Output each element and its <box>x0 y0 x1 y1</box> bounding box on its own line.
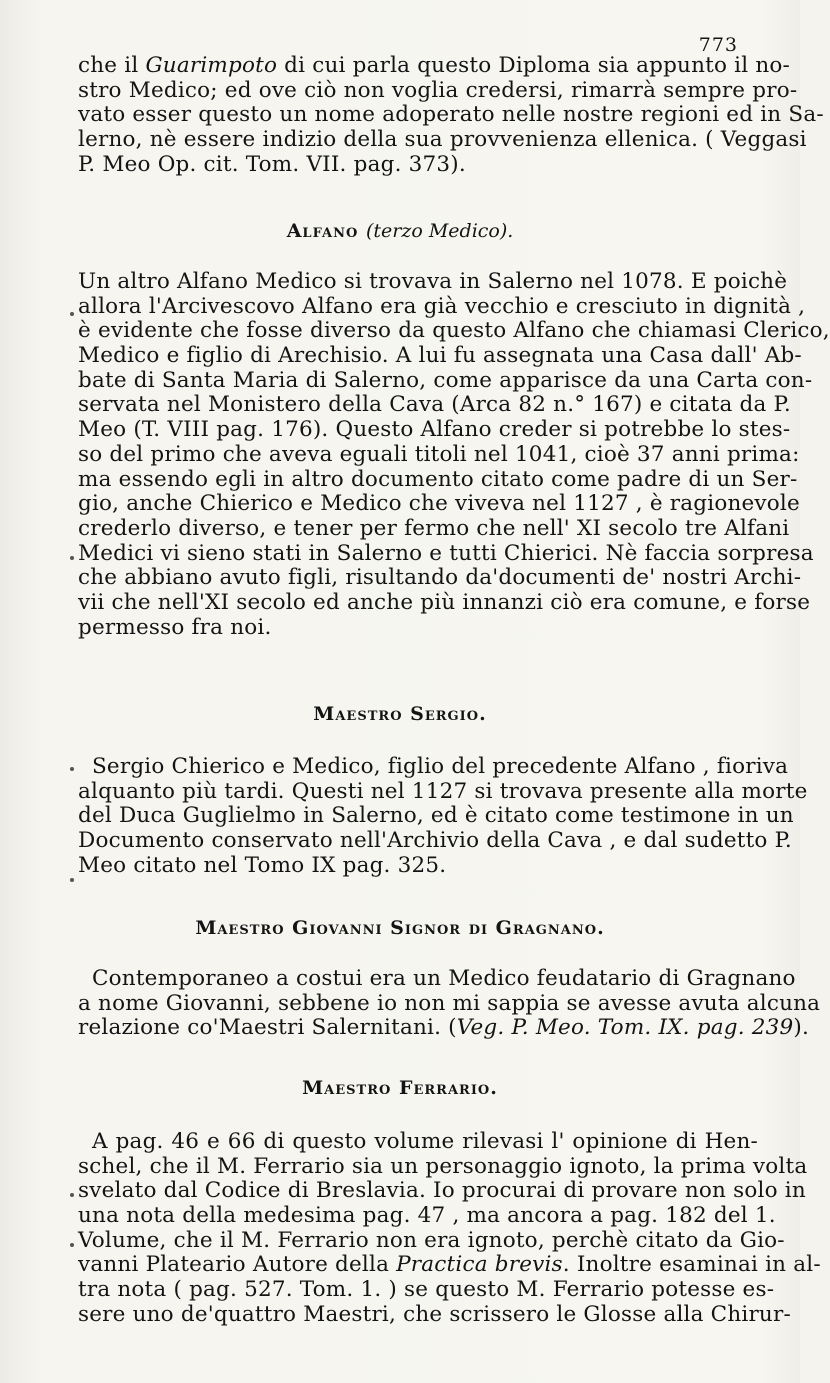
text-line: bate di Santa Maria di Salerno, come apparisce da una Carta con- <box>78 367 813 393</box>
text-line: P. Meo Op. cit. Tom. VII. pag. 373). <box>78 151 466 177</box>
section-heading-giovanni-title: Maestro Giovanni Signor di Gragnano. <box>195 917 605 939</box>
margin-dot <box>70 1243 74 1247</box>
margin-dot <box>70 312 74 316</box>
text-line: Un altro Alfano Medico si trovava in Salerno nel 1078. E poichè <box>78 269 788 294</box>
section-heading-giovanni <box>0 917 800 939</box>
text-line: Meo (T. VIII pag. 176). Questo Alfano creder si potrebbe lo stes- <box>78 417 791 443</box>
margin-dot <box>70 556 74 560</box>
text-line: ma essendo egli in altro documento citato come padre di un Ser- <box>78 466 798 492</box>
text-line: tra nota ( pag. 527. Tom. 1. ) se questo M. Ferrario potesse es- <box>78 1277 775 1303</box>
text-line: vato esser questo un nome adoperato nelle nostre regioni ed in Sa- <box>78 102 824 128</box>
text-line: allora l'Arcivescovo Alfano era già vecchio e cresciuto in dignità , <box>78 293 806 319</box>
text-line: Volume, che il M. Ferrario non era ignoto, perchè citato da Gio- <box>78 1227 785 1253</box>
text-line: lerno, nè essere indizio della sua provvenienza ellenica. ( Veggasi <box>78 127 807 153</box>
section-heading-alfano-subtitle: (terzo Medico). <box>365 220 514 242</box>
section-heading-alfano-title: Alfano <box>286 220 359 242</box>
text-line: che abbiano avuto figli, risultando da'documenti de' nostri Archi- <box>78 565 802 591</box>
text-line: Meo citato nel Tomo IX pag. 325. <box>78 852 447 878</box>
text-line: del Duca Guglielmo in Salerno, ed è citato come testimone in un <box>78 803 794 829</box>
text-line: è evidente che fosse diverso da questo Alfano che chiamasi Clerico, <box>78 318 830 344</box>
text-line: svelato dal Codice di Breslavia. Io procurai di provare non solo in <box>78 1178 806 1204</box>
text-line: gio, anche Chierico e Medico che viveva nel 1127 , è ragionevole <box>78 491 800 517</box>
text-line: A pag. 46 e 66 di questo volume rilevasi l' opinione di Hen- <box>92 1129 758 1154</box>
text-line: alquanto più tardi. Questi nel 1127 si trovava presente alla morte <box>78 778 808 804</box>
paragraph-giovanni <box>78 966 821 1041</box>
text-line: relazione co'Maestri Salernitani. (Veg. P. Meo. Tom. IX. pag. 239). <box>78 1015 810 1041</box>
section-heading-sergio <box>0 703 800 725</box>
paragraph-alfano <box>78 269 830 640</box>
text-line: Sergio Chierico e Medico, figlio del precedente Alfano , fioriva <box>92 754 789 779</box>
text-line: sere uno de'quattro Maestri, che scrissero le Glosse alla Chirur- <box>78 1301 791 1327</box>
text-line: Medico e figlio di Arechisio. A lui fu assegnata una Casa dall' Ab- <box>78 343 802 369</box>
paragraph-ferrario <box>78 1129 821 1328</box>
paragraph-guarimpoto-conclusion <box>78 53 824 177</box>
section-heading-ferrario <box>0 1077 800 1099</box>
text-line: Medici vi sieno stati in Salerno e tutti Chierici. Nè faccia sorpresa <box>78 540 814 566</box>
text-line: stro Medico; ed ove ciò non voglia credersi, rimarrà sempre pro- <box>78 77 798 103</box>
text-line: permesso fra noi. <box>78 614 272 640</box>
text-line: che il Guarimpoto di cui parla questo Diploma sia appunto il no- <box>78 53 790 78</box>
text-line: una nota della medesima pag. 47 , ma ancora a pag. 182 del 1. <box>78 1203 776 1229</box>
section-heading-alfano <box>0 220 800 242</box>
text-line: Documento conservato nell'Archivio della Cava , e dal sudetto P. <box>78 828 792 854</box>
text-line: so del primo che aveva eguali titoli nel 1041, cioè 37 anni prima: <box>78 441 800 467</box>
text-line: vanni Plateario Autore della Practica brevis. Inoltre esaminai in al- <box>78 1252 821 1278</box>
margin-dot <box>70 878 74 882</box>
margin-dot <box>70 1193 74 1197</box>
paragraph-sergio <box>78 754 808 878</box>
page-number: 773 <box>698 34 738 56</box>
text-line: crederlo diverso, e tener per fermo che nell' XI secolo tre Alfani <box>78 515 790 541</box>
margin-dot <box>70 767 74 771</box>
text-line: a nome Giovanni, sebbene io non mi sappia se avesse avuta alcuna <box>78 990 821 1016</box>
text-line: Contemporaneo a costui era un Medico feudatario di Gragnano <box>92 966 796 991</box>
text-line: schel, che il M. Ferrario sia un personaggio ignoto, la prima volta <box>78 1153 808 1179</box>
text-line: servata nel Monistero della Cava (Arca 82 n.° 167) e citata da P. <box>78 392 791 418</box>
section-heading-sergio-title: Maestro Sergio. <box>313 703 487 725</box>
text-line: vii che nell'XI secolo ed anche più innanzi ciò era comune, e forse <box>78 589 811 615</box>
section-heading-ferrario-title: Maestro Ferrario. <box>302 1077 498 1099</box>
